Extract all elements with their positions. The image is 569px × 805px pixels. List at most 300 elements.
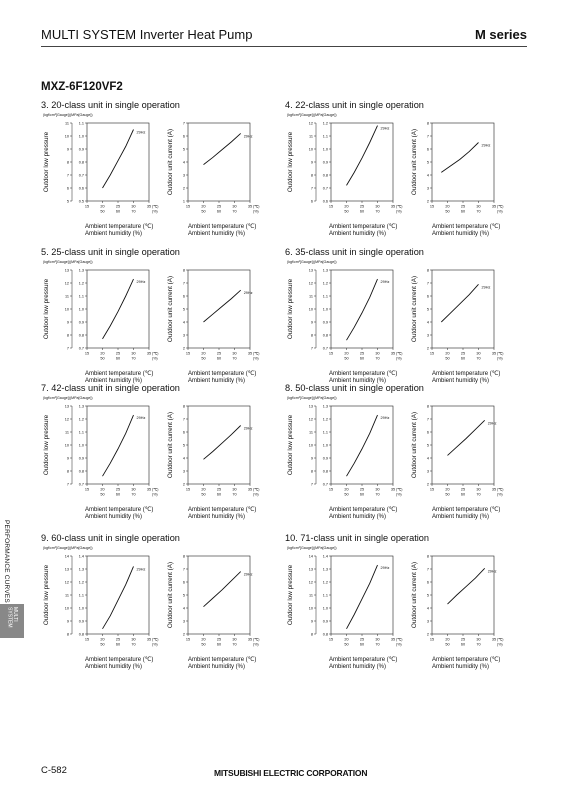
curve-label: 29Hz xyxy=(136,567,146,572)
kgf-tick-label: 11 xyxy=(309,430,313,435)
y-tick-label: 4 xyxy=(426,606,429,611)
hum-tick-label: 60 xyxy=(115,492,121,497)
y-tick-label: 1.4 xyxy=(78,554,84,559)
kgf-tick-label: 13 xyxy=(64,404,69,409)
y-tick-label: 0.9 xyxy=(78,619,84,624)
y-tick-label: 5 xyxy=(426,443,429,448)
pressure-x-hum-label: Ambient humidity (%) xyxy=(85,378,143,384)
plot-frame xyxy=(188,123,250,201)
kgf-tick-label: 5 xyxy=(66,199,69,204)
pressure-x-hum-label: Ambient humidity (%) xyxy=(85,664,143,670)
current-y-label: Outdoor unit current (A) xyxy=(411,411,418,479)
kgf-tick-label: 11 xyxy=(309,593,313,598)
plot-frame xyxy=(331,123,393,201)
pressure-x-hum-label: Ambient humidity (%) xyxy=(329,514,387,520)
y-tick-label: 0.8 xyxy=(78,632,84,637)
header-divider xyxy=(41,46,527,47)
current-y-label: Outdoor unit current (A) xyxy=(167,128,174,196)
x-tick-label: 35 xyxy=(390,487,396,492)
current-curve xyxy=(204,290,241,322)
pressure-chart-svg xyxy=(41,396,161,508)
x-tick-label: 25 xyxy=(115,637,121,642)
current-x-temp-label: Ambient temperature (℃) xyxy=(188,224,257,230)
x-hum-unit: (%) xyxy=(396,642,402,647)
kgf-tick-label: 10 xyxy=(308,606,313,611)
current-curve xyxy=(448,568,485,604)
hum-tick-label: 70 xyxy=(232,356,237,361)
current-x-hum-label: Ambient humidity (%) xyxy=(188,231,246,237)
unit-header: (kgf/cm²[Gauge])(MPa[Gauge]) xyxy=(287,260,337,264)
x-hum-unit: (%) xyxy=(497,642,503,647)
y-tick-label: 1.2 xyxy=(322,417,328,422)
pressure-x-hum-label: Ambient humidity (%) xyxy=(85,514,143,520)
x-hum-unit: (%) xyxy=(253,492,259,497)
y-tick-label: 6 xyxy=(426,430,429,435)
x-tick-label: 30 xyxy=(131,204,136,209)
pressure-y-label: Outdoor low pressure xyxy=(43,564,50,626)
pressure-x-hum-label: Ambient humidity (%) xyxy=(329,231,387,237)
hum-tick-label: 70 xyxy=(476,642,481,647)
unit-header: (kgf/cm²[Gauge])(MPa[Gauge]) xyxy=(287,396,337,400)
x-tick-label: 15 xyxy=(185,637,191,642)
hum-tick-label: 50 xyxy=(344,356,349,361)
x-temp-unit: (℃) xyxy=(152,487,159,492)
curve-label: 29Hz xyxy=(380,126,390,131)
y-tick-label: 1.2 xyxy=(78,281,84,286)
y-tick-label: 8 xyxy=(182,554,185,559)
x-tick-label: 15 xyxy=(185,351,191,356)
y-tick-label: 5 xyxy=(426,593,429,598)
hum-tick-label: 60 xyxy=(460,492,466,497)
y-tick-label: 0.9 xyxy=(78,147,84,152)
y-tick-label: 8 xyxy=(426,268,429,273)
current-y-label: Outdoor unit current (A) xyxy=(411,561,418,629)
y-tick-label: 6 xyxy=(426,294,429,299)
x-tick-label: 35 xyxy=(491,351,497,356)
y-tick-label: 7 xyxy=(426,134,429,139)
unit-header: (kgf/cm²[Gauge])(MPa[Gauge]) xyxy=(43,260,93,264)
y-tick-label: 0.8 xyxy=(322,333,328,338)
pressure-y-label: Outdoor low pressure xyxy=(43,414,50,476)
x-tick-label: 30 xyxy=(476,487,481,492)
curve-label: 29Hz xyxy=(243,426,253,431)
current-curve xyxy=(204,133,241,164)
current-y-label: Outdoor unit current (A) xyxy=(167,561,174,629)
hum-tick-label: 50 xyxy=(344,642,349,647)
model-name: MXZ-6F120VF2 xyxy=(41,81,123,93)
kgf-tick-label: 11 xyxy=(65,121,69,126)
x-tick-label: 30 xyxy=(232,637,237,642)
kgf-tick-label: 9 xyxy=(66,320,69,325)
y-tick-label: 8 xyxy=(426,121,429,126)
unit-header: (kgf/cm²[Gauge])(MPa[Gauge]) xyxy=(43,113,93,117)
hum-tick-label: 50 xyxy=(201,356,206,361)
plot-frame xyxy=(87,123,149,201)
hum-tick-label: 70 xyxy=(375,642,380,647)
y-tick-label: 3 xyxy=(182,469,185,474)
hum-tick-label: 70 xyxy=(131,492,136,497)
current-chart-svg xyxy=(168,546,280,658)
y-tick-label: 1.1 xyxy=(322,134,328,139)
x-tick-label: 35 xyxy=(146,637,152,642)
x-tick-label: 25 xyxy=(359,204,365,209)
y-tick-label: 1.0 xyxy=(322,147,328,152)
y-tick-label: 7 xyxy=(182,567,185,572)
y-tick-label: 0.8 xyxy=(322,173,328,178)
hum-tick-label: 50 xyxy=(100,642,105,647)
kgf-tick-label: 12 xyxy=(308,281,313,286)
y-tick-label: 0.7 xyxy=(78,346,84,351)
kgf-tick-label: 11 xyxy=(65,593,69,598)
kgf-tick-label: 8 xyxy=(310,333,313,338)
x-tick-label: 30 xyxy=(476,637,481,642)
x-tick-label: 20 xyxy=(100,204,105,209)
current-curve xyxy=(204,426,241,460)
plot-frame xyxy=(432,406,494,484)
hum-tick-label: 60 xyxy=(359,356,365,361)
y-tick-label: 7 xyxy=(426,417,429,422)
chart-title: 3. 20-class unit in single operation xyxy=(41,100,180,110)
hum-tick-label: 70 xyxy=(232,492,237,497)
y-tick-label: 1.0 xyxy=(78,443,84,448)
x-tick-label: 25 xyxy=(460,351,466,356)
y-tick-label: 7 xyxy=(426,281,429,286)
x-tick-label: 25 xyxy=(460,637,466,642)
y-tick-label: 4 xyxy=(182,320,185,325)
hum-tick-label: 60 xyxy=(216,209,222,214)
curve-label: 29Hz xyxy=(243,572,253,577)
hum-tick-label: 70 xyxy=(232,209,237,214)
x-tick-label: 20 xyxy=(201,487,206,492)
y-tick-label: 0.7 xyxy=(322,482,328,487)
x-tick-label: 25 xyxy=(216,351,222,356)
kgf-tick-label: 13 xyxy=(308,404,313,409)
current-chart-svg xyxy=(412,546,524,658)
hum-tick-label: 70 xyxy=(476,356,481,361)
x-tick-label: 30 xyxy=(232,487,237,492)
y-tick-label: 3 xyxy=(426,619,429,624)
y-tick-label: 4 xyxy=(426,173,429,178)
curve-label: 29Hz xyxy=(243,291,253,296)
kgf-tick-label: 10 xyxy=(308,147,313,152)
y-tick-label: 0.7 xyxy=(322,186,328,191)
y-tick-label: 1.1 xyxy=(322,593,328,598)
x-tick-label: 35 xyxy=(247,487,253,492)
y-tick-label: 5 xyxy=(182,593,185,598)
x-tick-label: 35 xyxy=(146,351,152,356)
y-tick-label: 3 xyxy=(426,469,429,474)
y-tick-label: 1.2 xyxy=(78,580,84,585)
y-tick-label: 1.2 xyxy=(78,417,84,422)
hum-tick-label: 50 xyxy=(344,209,349,214)
pressure-x-hum-label: Ambient humidity (%) xyxy=(85,231,143,237)
x-tick-label: 30 xyxy=(476,351,481,356)
y-tick-label: 4 xyxy=(426,320,429,325)
y-tick-label: 1.0 xyxy=(322,606,328,611)
kgf-tick-label: 12 xyxy=(308,121,313,126)
pressure-chart-svg xyxy=(41,260,161,372)
y-tick-label: 1.3 xyxy=(322,567,328,572)
page-number: C-582 xyxy=(41,765,67,776)
y-tick-label: 1.3 xyxy=(78,268,84,273)
hum-tick-label: 60 xyxy=(216,356,222,361)
current-y-label: Outdoor unit current (A) xyxy=(411,128,418,196)
current-x-hum-label: Ambient humidity (%) xyxy=(188,664,246,670)
x-tick-label: 30 xyxy=(131,351,136,356)
y-tick-label: 3 xyxy=(182,619,185,624)
y-tick-label: 4 xyxy=(426,456,429,461)
x-tick-label: 25 xyxy=(216,637,222,642)
kgf-tick-label: 14 xyxy=(308,554,313,559)
current-x-hum-label: Ambient humidity (%) xyxy=(432,231,490,237)
x-tick-label: 35 xyxy=(491,637,497,642)
hum-tick-label: 60 xyxy=(216,492,222,497)
chart-title: 8. 50-class unit in single operation xyxy=(285,383,424,393)
y-tick-label: 1.3 xyxy=(322,268,328,273)
kgf-tick-label: 10 xyxy=(308,443,313,448)
hum-tick-label: 70 xyxy=(375,492,380,497)
y-tick-label: 0.9 xyxy=(78,320,84,325)
current-y-label: Outdoor unit current (A) xyxy=(167,275,174,343)
x-tick-label: 25 xyxy=(216,487,222,492)
x-temp-unit: (℃) xyxy=(396,487,403,492)
x-tick-label: 20 xyxy=(201,351,206,356)
y-tick-label: 2 xyxy=(182,346,185,351)
current-x-temp-label: Ambient temperature (℃) xyxy=(432,507,501,513)
y-tick-label: 7 xyxy=(182,121,185,126)
x-tick-label: 20 xyxy=(344,487,349,492)
x-temp-unit: (℃) xyxy=(396,637,403,642)
y-tick-label: 2 xyxy=(182,632,185,637)
y-tick-label: 5 xyxy=(182,147,185,152)
x-tick-label: 35 xyxy=(390,204,396,209)
pressure-y-label: Outdoor low pressure xyxy=(43,278,50,340)
y-tick-label: 1.2 xyxy=(322,121,328,126)
x-tick-label: 20 xyxy=(344,204,349,209)
current-chart-svg xyxy=(412,396,524,508)
pressure-chart-svg xyxy=(41,113,161,225)
pressure-chart-svg xyxy=(285,396,405,508)
y-tick-label: 0.8 xyxy=(322,632,328,637)
x-tick-label: 15 xyxy=(429,351,435,356)
x-temp-unit: (℃) xyxy=(253,204,260,209)
x-tick-label: 20 xyxy=(100,351,105,356)
plot-frame xyxy=(432,270,494,348)
pressure-x-temp-label: Ambient temperature (℃) xyxy=(85,507,154,513)
y-tick-label: 3 xyxy=(426,333,429,338)
x-temp-unit: (℃) xyxy=(396,204,403,209)
kgf-tick-label: 10 xyxy=(64,134,69,139)
current-curve xyxy=(441,143,478,173)
hum-tick-label: 50 xyxy=(100,492,105,497)
x-tick-label: 15 xyxy=(328,637,334,642)
curve-label: 29Hz xyxy=(487,569,497,574)
kgf-tick-label: 9 xyxy=(66,147,69,152)
current-x-temp-label: Ambient temperature (℃) xyxy=(188,507,257,513)
kgf-tick-label: 13 xyxy=(308,268,313,273)
x-tick-label: 25 xyxy=(359,487,365,492)
current-y-label: Outdoor unit current (A) xyxy=(411,275,418,343)
y-tick-label: 1.2 xyxy=(322,281,328,286)
x-tick-label: 30 xyxy=(232,351,237,356)
y-tick-label: 0.8 xyxy=(78,333,84,338)
pressure-curve xyxy=(103,279,134,339)
x-hum-unit: (%) xyxy=(152,356,158,361)
curve-label: 29Hz xyxy=(136,416,146,421)
y-tick-label: 0.9 xyxy=(322,160,328,165)
x-temp-unit: (℃) xyxy=(497,351,504,356)
x-tick-label: 35 xyxy=(390,351,396,356)
pressure-y-label: Outdoor low pressure xyxy=(287,278,294,340)
pressure-x-temp-label: Ambient temperature (℃) xyxy=(329,224,398,230)
x-tick-label: 35 xyxy=(247,204,253,209)
hum-tick-label: 70 xyxy=(131,642,136,647)
current-curve xyxy=(441,284,478,322)
y-tick-label: 1.1 xyxy=(78,294,84,299)
kgf-tick-label: 10 xyxy=(64,443,69,448)
x-tick-label: 15 xyxy=(328,487,334,492)
y-tick-label: 1.1 xyxy=(78,430,84,435)
x-tick-label: 20 xyxy=(445,204,450,209)
y-tick-label: 1.3 xyxy=(78,567,84,572)
y-tick-label: 6 xyxy=(182,430,185,435)
plot-frame xyxy=(432,123,494,201)
x-tick-label: 30 xyxy=(375,351,380,356)
hum-tick-label: 60 xyxy=(216,642,222,647)
x-hum-unit: (%) xyxy=(497,209,503,214)
kgf-tick-label: 7 xyxy=(66,346,69,351)
kgf-tick-label: 7 xyxy=(66,173,69,178)
y-tick-label: 4 xyxy=(182,160,185,165)
x-tick-label: 15 xyxy=(429,637,435,642)
y-tick-label: 3 xyxy=(182,333,185,338)
pressure-curve xyxy=(347,279,378,340)
x-tick-label: 30 xyxy=(232,204,237,209)
y-tick-label: 7 xyxy=(182,281,185,286)
pressure-y-label: Outdoor low pressure xyxy=(43,131,50,193)
unit-header: (kgf/cm²[Gauge])(MPa[Gauge]) xyxy=(287,546,337,550)
curve-label: 29Hz xyxy=(380,416,390,421)
kgf-tick-label: 12 xyxy=(64,417,69,422)
pressure-chart-svg xyxy=(285,546,405,658)
x-tick-label: 20 xyxy=(445,637,450,642)
y-tick-label: 5 xyxy=(426,160,429,165)
kgf-tick-label: 7 xyxy=(66,482,69,487)
x-hum-unit: (%) xyxy=(152,492,158,497)
header-series: M series xyxy=(474,27,527,42)
y-tick-label: 1 xyxy=(182,199,185,204)
y-tick-label: 1.0 xyxy=(78,307,84,312)
x-tick-label: 20 xyxy=(445,351,450,356)
y-tick-label: 1.3 xyxy=(322,404,328,409)
x-tick-label: 15 xyxy=(84,637,90,642)
y-tick-label: 2 xyxy=(182,186,185,191)
chart-title: 4. 22-class unit in single operation xyxy=(285,100,424,110)
x-tick-label: 30 xyxy=(375,637,380,642)
pressure-curve xyxy=(103,566,134,628)
hum-tick-label: 70 xyxy=(476,492,481,497)
hum-tick-label: 70 xyxy=(131,356,136,361)
y-tick-label: 0.6 xyxy=(322,199,328,204)
kgf-tick-label: 13 xyxy=(64,268,69,273)
y-tick-label: 0.7 xyxy=(322,346,328,351)
x-tick-label: 20 xyxy=(445,487,450,492)
pressure-curve xyxy=(347,415,378,476)
x-hum-unit: (%) xyxy=(253,642,259,647)
kgf-tick-label: 10 xyxy=(64,606,69,611)
kgf-tick-label: 9 xyxy=(310,619,313,624)
hum-tick-label: 70 xyxy=(232,642,237,647)
kgf-tick-label: 7 xyxy=(310,482,313,487)
x-temp-unit: (℃) xyxy=(152,351,159,356)
x-tick-label: 20 xyxy=(100,487,105,492)
x-temp-unit: (℃) xyxy=(152,204,159,209)
pressure-x-temp-label: Ambient temperature (℃) xyxy=(85,371,154,377)
current-x-hum-label: Ambient humidity (%) xyxy=(432,664,490,670)
x-tick-label: 25 xyxy=(115,204,121,209)
pressure-curve xyxy=(103,415,134,476)
current-x-temp-label: Ambient temperature (℃) xyxy=(188,657,257,663)
current-x-hum-label: Ambient humidity (%) xyxy=(432,514,490,520)
hum-tick-label: 60 xyxy=(359,642,365,647)
pressure-x-temp-label: Ambient temperature (℃) xyxy=(329,507,398,513)
header-title: MULTI SYSTEM Inverter Heat Pump xyxy=(41,27,253,42)
unit-header: (kgf/cm²[Gauge])(MPa[Gauge]) xyxy=(287,113,337,117)
current-chart-svg xyxy=(168,396,280,508)
current-chart-svg xyxy=(412,260,524,372)
hum-tick-label: 50 xyxy=(445,209,450,214)
y-tick-label: 1.2 xyxy=(322,580,328,585)
pressure-y-label: Outdoor low pressure xyxy=(287,564,294,626)
y-tick-label: 1.0 xyxy=(322,307,328,312)
pressure-x-hum-label: Ambient humidity (%) xyxy=(329,378,387,384)
kgf-tick-label: 13 xyxy=(308,567,313,572)
y-tick-label: 5 xyxy=(426,307,429,312)
y-tick-label: 3 xyxy=(426,186,429,191)
x-hum-unit: (%) xyxy=(396,356,402,361)
x-tick-label: 20 xyxy=(344,351,349,356)
current-chart-svg xyxy=(168,260,280,372)
y-tick-label: 7 xyxy=(426,567,429,572)
x-tick-label: 30 xyxy=(131,487,136,492)
hum-tick-label: 60 xyxy=(359,209,365,214)
hum-tick-label: 50 xyxy=(100,209,105,214)
hum-tick-label: 60 xyxy=(460,642,466,647)
hum-tick-label: 60 xyxy=(460,356,466,361)
curve-label: 29Hz xyxy=(136,130,146,135)
hum-tick-label: 50 xyxy=(445,642,450,647)
y-tick-label: 1.0 xyxy=(322,443,328,448)
current-x-hum-label: Ambient humidity (%) xyxy=(432,378,490,384)
pressure-x-temp-label: Ambient temperature (℃) xyxy=(85,224,154,230)
x-hum-unit: (%) xyxy=(253,356,259,361)
y-tick-label: 0.7 xyxy=(78,482,84,487)
curve-label: 29Hz xyxy=(136,280,146,285)
hum-tick-label: 50 xyxy=(344,492,349,497)
x-hum-unit: (%) xyxy=(396,492,402,497)
x-tick-label: 25 xyxy=(460,487,466,492)
side-tab-label: MULTI SYSTEM xyxy=(6,607,18,628)
kgf-tick-label: 7 xyxy=(310,346,313,351)
chart-title: 10. 71-class unit in single operation xyxy=(285,533,430,543)
kgf-tick-label: 14 xyxy=(64,554,69,559)
y-tick-label: 3 xyxy=(182,173,185,178)
x-tick-label: 20 xyxy=(344,637,349,642)
hum-tick-label: 60 xyxy=(115,642,121,647)
pressure-x-temp-label: Ambient temperature (℃) xyxy=(329,371,398,377)
curve-label: 29Hz xyxy=(380,566,390,571)
y-tick-label: 8 xyxy=(182,404,185,409)
